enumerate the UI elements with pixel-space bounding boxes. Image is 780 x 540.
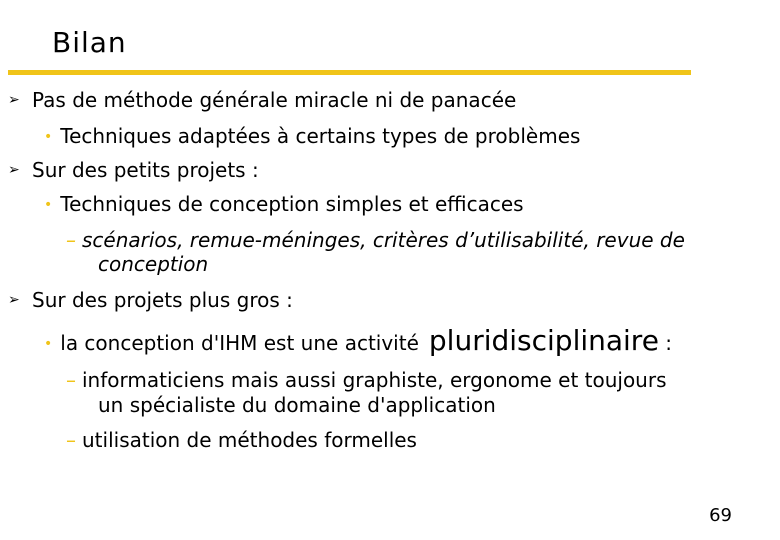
bullet-3-sub-1-suffix: : xyxy=(665,331,673,355)
dot-bullet-icon: • xyxy=(44,336,53,352)
dash-bullet-icon: – xyxy=(66,368,76,392)
arrow-bullet-icon: ➢ xyxy=(8,92,20,108)
bullet-2-sub-1-item-1 xyxy=(66,228,685,252)
bullet-3-sub-1-item-1-line-1: informaticiens mais aussi graphiste, ergonome et toujours xyxy=(82,368,667,392)
bullet-2-sub-1-item-1-line-1: scénarios, remue-méninges, critères d’utilisabilité, revue de xyxy=(82,228,685,252)
arrow-bullet-icon: ➢ xyxy=(8,292,20,308)
slide-title: Bilan xyxy=(52,26,127,59)
dash-bullet-icon: – xyxy=(66,228,76,252)
bullet-3-sub-1-prefix: la conception d'IHM est une activité xyxy=(60,331,419,355)
bullet-3-sub-1-item-2-text: utilisation de méthodes formelles xyxy=(82,428,417,452)
page-number: 69 xyxy=(709,505,732,526)
bullet-1-sub-1-text: Techniques adaptées à certains types de problèmes xyxy=(60,124,581,148)
bullet-3: Sur des projets plus gros : xyxy=(32,288,293,312)
bullet-3-sub-1-item-1-line-2: un spécialiste du domaine d'application xyxy=(98,393,496,417)
bullet-2-sub-1 xyxy=(44,192,524,216)
dot-bullet-icon: • xyxy=(44,129,53,145)
bullet-2: Sur des petits projets : xyxy=(32,158,259,182)
dot-bullet-icon: • xyxy=(44,197,53,213)
bullet-3-sub-1-emphasis: pluridisciplinaire xyxy=(428,324,659,357)
bullet-2-sub-1-item-1-line-2: conception xyxy=(98,252,209,276)
arrow-bullet-icon: ➢ xyxy=(8,162,20,178)
bullet-1-sub-1 xyxy=(44,124,580,148)
bullet-3-sub-1 xyxy=(44,324,672,357)
dash-bullet-icon: – xyxy=(66,428,76,452)
bullet-3-sub-1-item-2 xyxy=(66,428,417,452)
bullet-3-sub-1-item-1 xyxy=(66,368,667,392)
bullet-2-sub-1-text: Techniques de conception simples et efficaces xyxy=(60,192,524,216)
bullet-1: Pas de méthode générale miracle ni de panacée xyxy=(32,88,517,112)
title-underline xyxy=(8,70,691,75)
